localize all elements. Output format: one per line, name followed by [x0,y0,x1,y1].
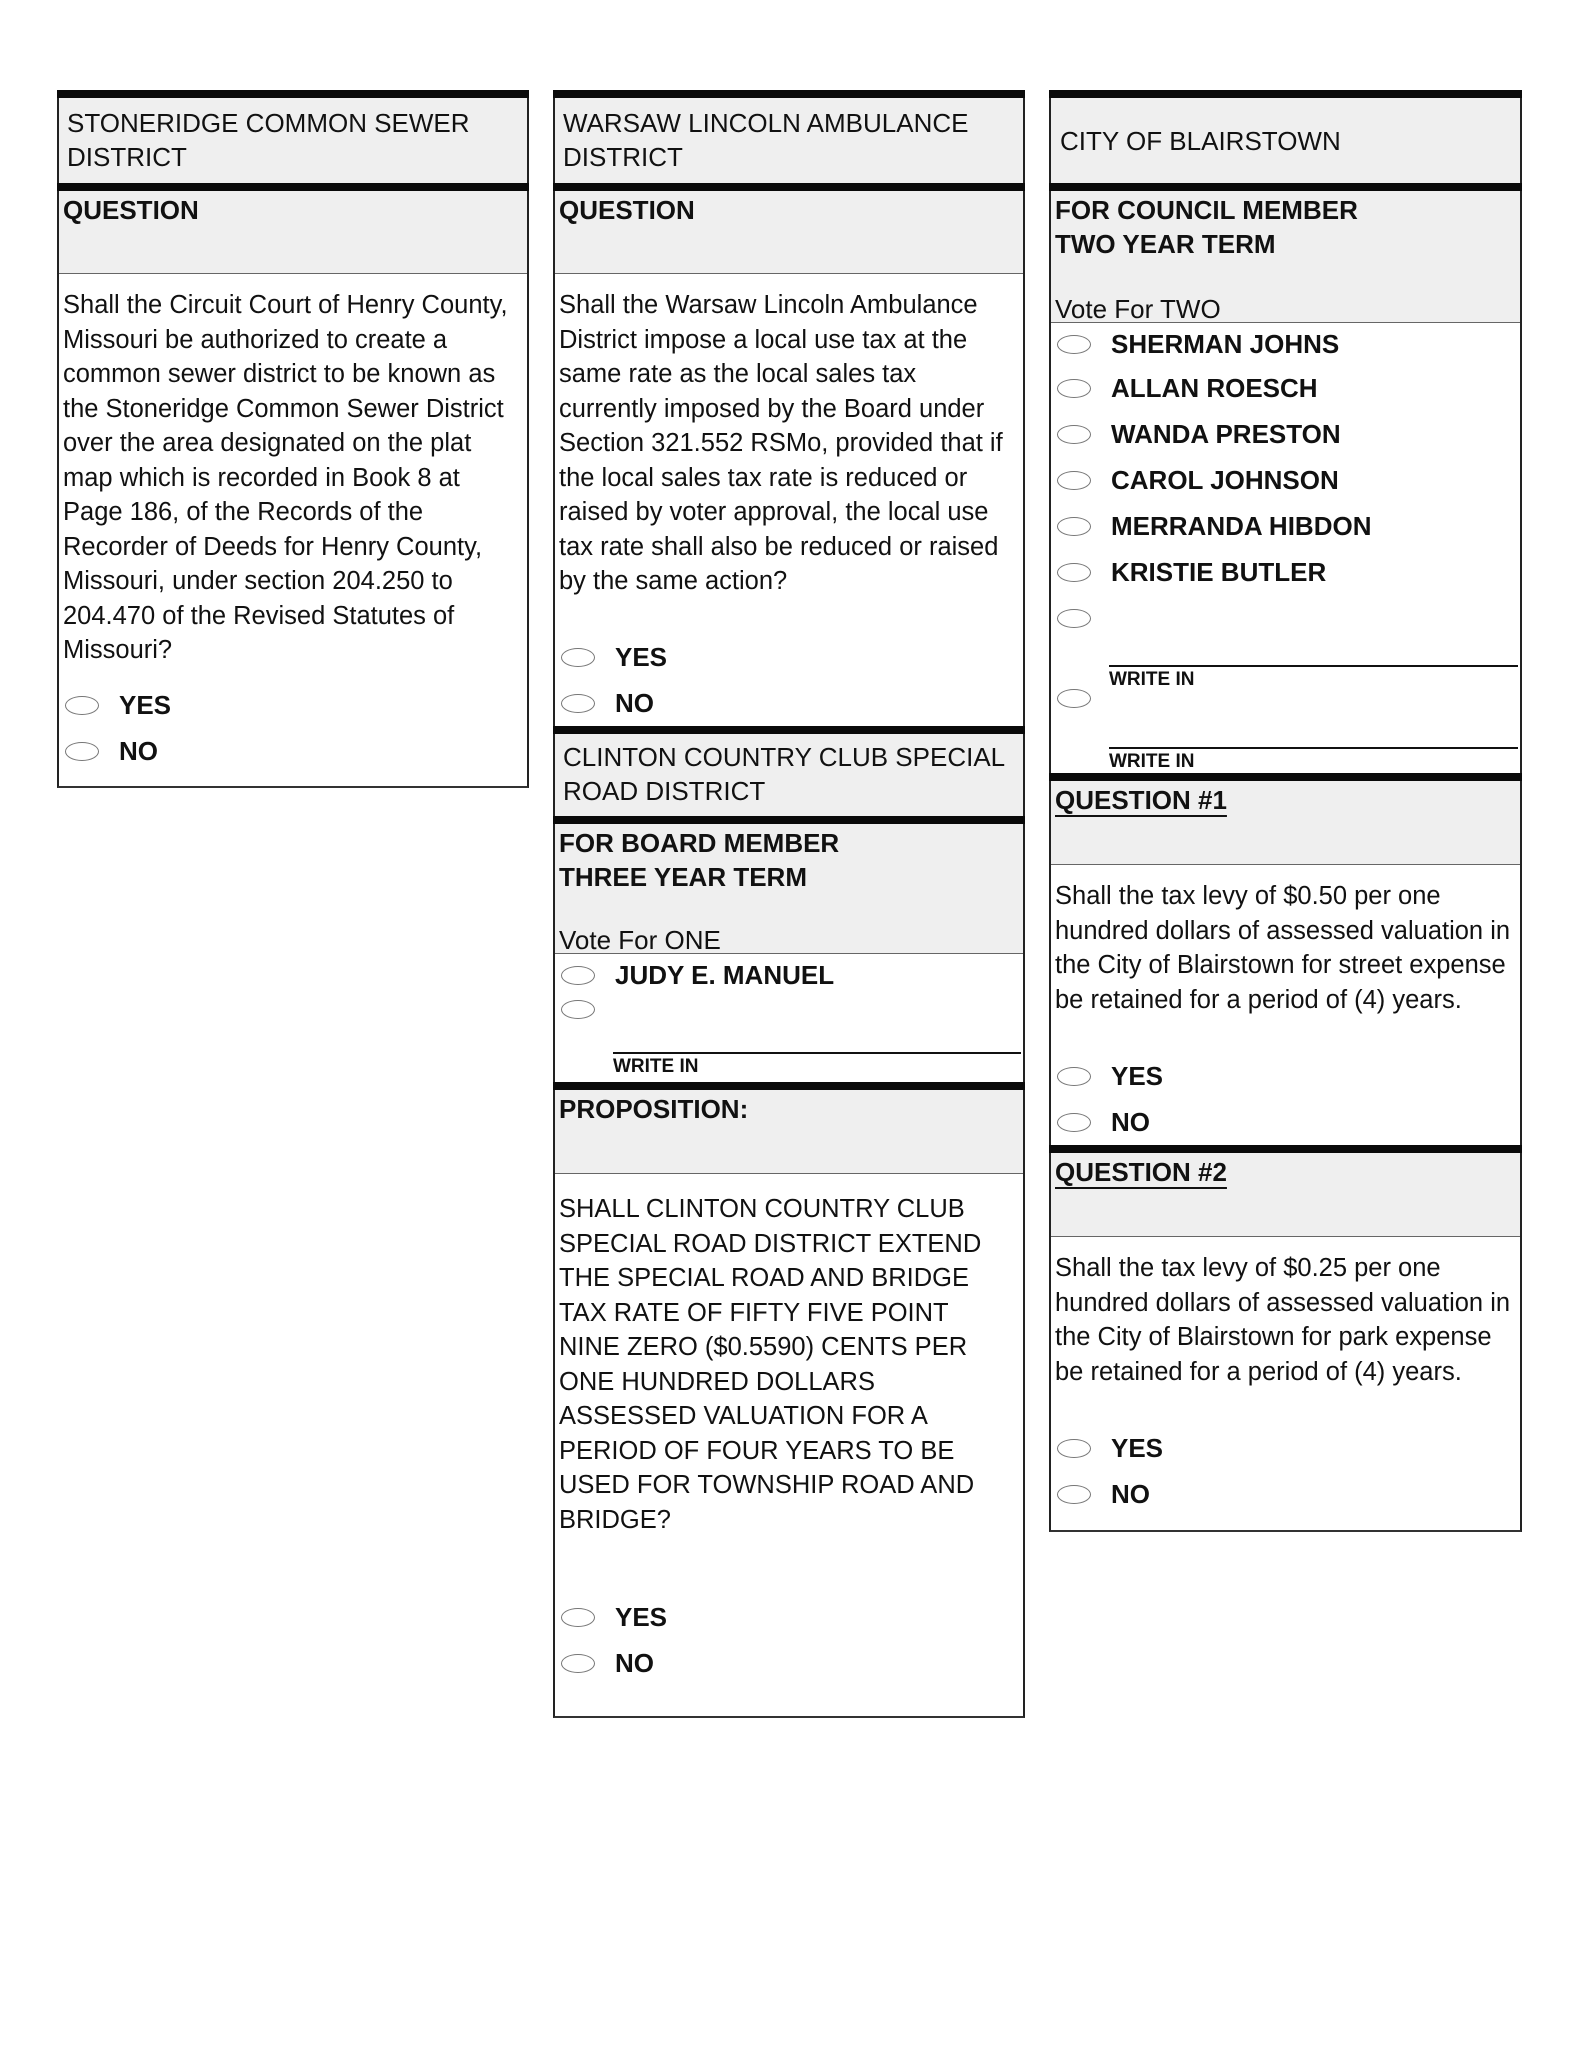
question-text-line: be retained for a period of (4) years. [1055,985,1462,1014]
question-text-line: Shall the Circuit Court of Henry County, [63,291,508,319]
vote-oval-icon[interactable] [1057,689,1091,708]
vote-oval-icon[interactable] [561,694,595,713]
contest-type-label: QUESTION #2 [1055,1157,1227,1187]
vote-oval-icon[interactable] [1057,425,1091,444]
vote-for-instruction: Vote For TWO [1055,294,1221,324]
candidate-option[interactable] [1051,323,1520,365]
option-yes[interactable] [555,1594,1023,1640]
write-in-option[interactable] [1051,595,1520,690]
contest-type-header [555,191,1023,274]
option-yes[interactable] [555,634,1023,680]
question-text-line: Page 186, of the Records of the [63,498,424,526]
option-yes[interactable] [1051,1053,1520,1099]
ballot-column-2 [553,90,1025,1718]
question-text-line: Recorder of Deeds for Henry County, [63,532,483,561]
vote-oval-icon[interactable] [1057,517,1091,536]
candidate-option[interactable] [1051,503,1520,549]
option-label: NO [1111,1478,1150,1509]
proposition-text-line: USED FOR TOWNSHIP ROAD AND [559,1471,975,1499]
write-in-label: WRITE IN [613,1056,699,1077]
proposition-text-line: SPECIAL ROAD DISTRICT EXTEND [559,1229,982,1258]
question-text-line: by the same action? [559,567,788,595]
write-in-option[interactable] [555,996,1023,1082]
question-text-line: same rate as the local sales tax [559,360,917,388]
vote-oval-icon[interactable] [1057,1067,1091,1086]
vote-oval-icon[interactable] [561,966,595,985]
question-text [59,274,527,682]
district-header [59,98,527,183]
vote-oval-icon[interactable] [1057,335,1091,354]
vote-oval-icon[interactable] [65,742,99,761]
question-text-line: Shall the tax levy of $0.50 per one [1055,882,1441,910]
vote-oval-icon[interactable] [1057,1439,1091,1458]
section-divider [553,183,1025,191]
proposition-text-line: TAX RATE OF FIFTY FIVE POINT [559,1298,949,1327]
district-header [555,98,1023,183]
option-label: YES [119,689,172,720]
vote-for-instruction: Vote For ONE [559,925,721,955]
option-no[interactable] [59,728,527,774]
contest-type-label: PROPOSITION: [559,1094,749,1124]
section-divider [553,726,1025,734]
section-divider [553,1082,1025,1090]
question-text [1051,865,1520,1053]
question-text-line: Missouri? [63,636,173,664]
vote-oval-icon[interactable] [1057,609,1091,628]
contest-type-header [1051,1153,1520,1237]
office-header [1051,191,1520,323]
vote-oval-icon[interactable] [561,648,595,667]
district-name-line: CLINTON COUNTRY CLUB SPECIAL [563,742,1006,772]
section-divider [57,90,529,98]
proposition-text-line: BRIDGE? [559,1505,671,1534]
vote-oval-icon[interactable] [561,1654,595,1673]
proposition-text-line: NINE ZERO ($0.5590) CENTS PER [559,1333,968,1361]
write-in-line[interactable] [1109,747,1518,749]
vote-oval-icon[interactable] [1057,1485,1091,1504]
candidate-name: ALLAN ROESCH [1111,372,1318,403]
contest-type-label: QUESTION [559,195,695,225]
candidate-name: JUDY E. MANUEL [615,959,835,990]
option-label: NO [1111,1106,1150,1137]
write-in-option[interactable] [1051,687,1520,773]
candidate-option[interactable] [1051,457,1520,503]
office-title-line: FOR COUNCIL MEMBER [1055,195,1358,225]
question-text [555,274,1023,634]
vote-oval-icon[interactable] [561,1000,595,1019]
option-no[interactable] [555,1640,1023,1686]
question-text-line: the City of Blairstown for park expense [1055,1323,1492,1351]
question-text-line: raised by voter approval, the local use [559,498,989,526]
district-name-line: DISTRICT [67,142,187,172]
question-text-line: Shall the tax levy of $0.25 per one [1055,1254,1441,1282]
district-header [1051,98,1520,183]
district-name-line: STONERIDGE COMMON SEWER [67,108,470,138]
question-text-line: tax rate shall also be reduced or raised [559,532,999,561]
option-label: YES [1111,1432,1164,1463]
office-title-line: THREE YEAR TERM [559,862,807,892]
candidate-name: MERRANDA HIBDON [1111,510,1372,541]
question-text-line: currently imposed by the Board under [559,394,985,423]
proposition-text-line: ASSESSED VALUATION FOR A [559,1402,928,1430]
question-text-line: map which is recorded in Book 8 at [63,463,460,492]
district-name-line: WARSAW LINCOLN AMBULANCE [563,108,969,138]
vote-oval-icon[interactable] [561,1608,595,1627]
candidate-option[interactable] [1051,411,1520,457]
question-text-line: hundred dollars of assessed valuation in [1055,1288,1511,1317]
write-in-label: WRITE IN [1109,669,1195,690]
option-no[interactable] [555,680,1023,726]
ballot-column-1 [57,90,529,788]
question-text-line: over the area designated on the plat [63,429,472,457]
district-name: CITY OF BLAIRSTOWN [1060,125,1341,156]
option-label: YES [1111,1060,1164,1091]
section-divider [1049,90,1522,98]
question-text-line: Missouri be authorized to create a [63,325,448,354]
contest-type-label: QUESTION [63,195,199,225]
question-text-line: common sewer district to be known as [63,360,496,388]
question-text-line: Missouri, under section 204.250 to [63,567,453,595]
district-name-line: ROAD DISTRICT [563,776,766,806]
candidate-name: CAROL JOHNSON [1111,464,1339,495]
write-in-line[interactable] [613,1052,1021,1054]
write-in-label: WRITE IN [1109,751,1195,772]
option-yes[interactable] [1051,1425,1520,1471]
contest-type-label: QUESTION #1 [1055,785,1227,815]
option-label: YES [615,1601,668,1632]
contest-type-header [59,191,527,274]
question-text-line: the local sales tax rate is reduced or [559,463,968,492]
candidate-name: SHERMAN JOHNS [1111,328,1340,359]
vote-oval-icon[interactable] [1057,379,1091,398]
write-in-line[interactable] [1109,665,1518,667]
candidate-option[interactable] [555,954,1023,996]
candidate-option[interactable] [1051,365,1520,411]
question-text-line: hundred dollars of assessed valuation in [1055,916,1511,945]
contest-type-header [1051,781,1520,865]
vote-oval-icon[interactable] [1057,563,1091,582]
candidate-option[interactable] [1051,549,1520,595]
section-divider [1049,183,1522,191]
question-text-line: 204.470 of the Revised Statutes of [63,601,455,630]
candidate-name: WANDA PRESTON [1111,418,1341,449]
option-no[interactable] [1051,1471,1520,1517]
ballot-column-3 [1049,90,1522,1532]
question-text-line: the City of Blairstown for street expense [1055,951,1506,979]
option-label: YES [615,641,668,672]
vote-oval-icon[interactable] [1057,471,1091,490]
contest-type-header [555,1090,1023,1174]
candidate-name: KRISTIE BUTLER [1111,556,1327,587]
option-label: NO [615,687,654,718]
section-divider [553,90,1025,98]
vote-oval-icon[interactable] [65,696,99,715]
option-label: NO [119,735,158,766]
district-name-line: DISTRICT [563,142,683,172]
section-divider [57,183,529,191]
proposition-text [555,1174,1023,1594]
office-header [555,824,1023,954]
option-label: NO [615,1647,654,1678]
vote-oval-icon[interactable] [1057,1113,1091,1132]
section-divider [1049,1145,1522,1153]
question-text-line: be retained for a period of (4) years. [1055,1357,1462,1386]
question-text-line: Shall the Warsaw Lincoln Ambulance [559,291,978,319]
proposition-text-line: SHALL CLINTON COUNTRY CLUB [559,1195,965,1223]
question-text [1051,1237,1520,1425]
question-text-line: the Stoneridge Common Sewer District [63,394,504,423]
option-yes[interactable] [59,682,527,728]
section-divider [553,816,1025,824]
proposition-text-line: THE SPECIAL ROAD AND BRIDGE [559,1264,969,1292]
question-text-line: Section 321.552 RSMo, provided that if [559,429,1003,457]
proposition-text-line: PERIOD OF FOUR YEARS TO BE [559,1436,955,1465]
question-text-line: District impose a local use tax at the [559,325,968,354]
option-no[interactable] [1051,1099,1520,1145]
district-header [555,734,1023,816]
section-divider [1049,773,1522,781]
proposition-text-line: ONE HUNDRED DOLLARS [559,1367,875,1396]
office-title-line: FOR BOARD MEMBER [559,828,840,858]
office-title-line: TWO YEAR TERM [1055,229,1276,259]
